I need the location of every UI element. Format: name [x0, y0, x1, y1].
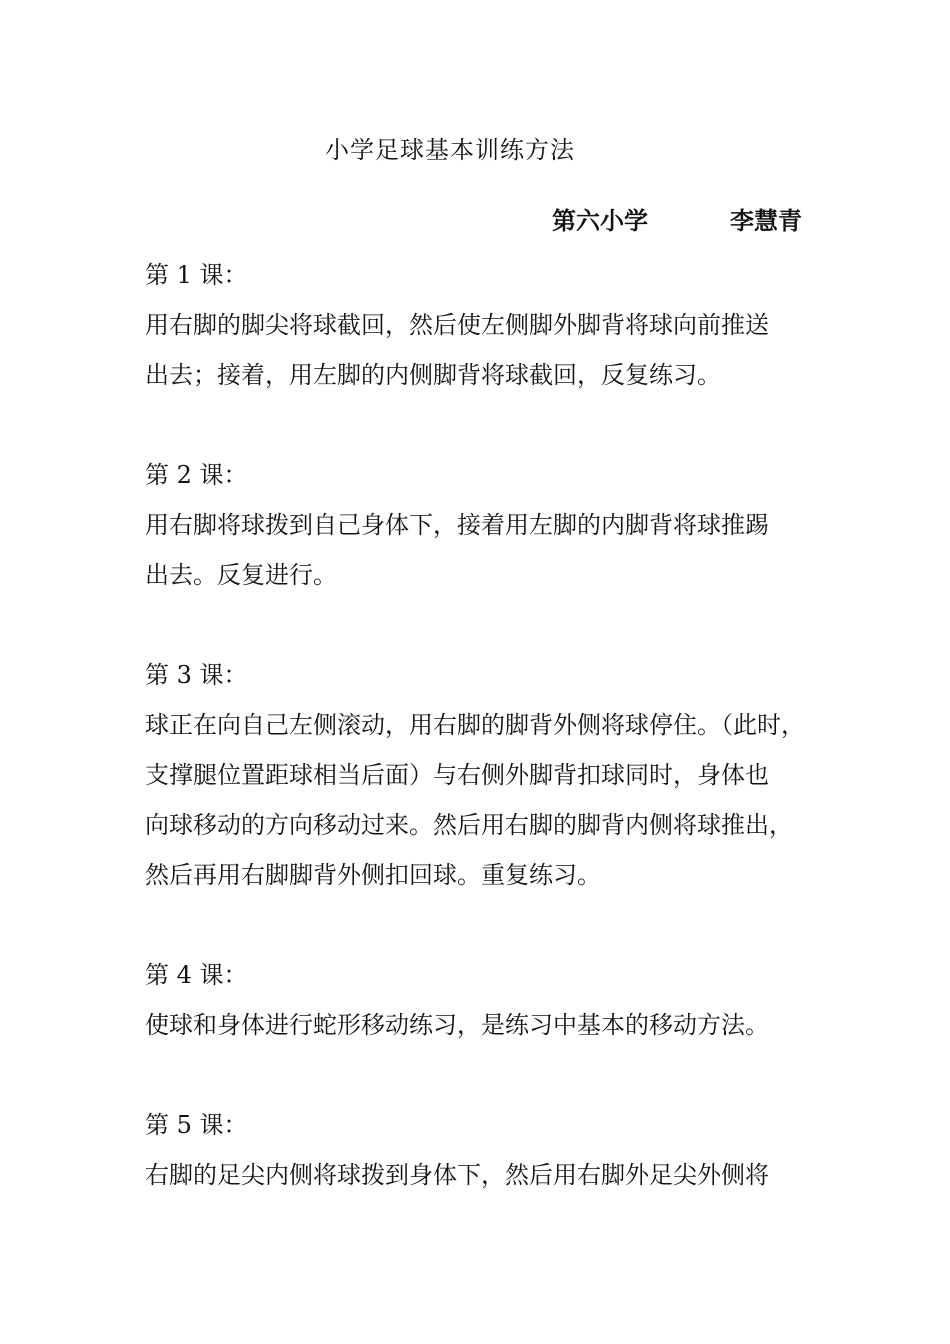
- lesson-text-1: [145, 300, 835, 400]
- document-title: 小学足球基本训练方法: [325, 136, 575, 164]
- lesson-line: 出去。反复进行。: [145, 561, 337, 589]
- lesson-heading-4: 第 4 课：: [145, 961, 248, 989]
- author-line: [552, 203, 802, 239]
- lesson-text-4: [145, 1000, 835, 1050]
- lesson-heading-1: 第 1 课：: [145, 261, 248, 289]
- lesson-text-2: [145, 500, 835, 600]
- lesson-line: 使球和身体进行蛇形移动练习，是练习中基本的移动方法。: [145, 1011, 769, 1039]
- lesson-line: 然后再用右脚脚背外侧扣回球。重复练习。: [145, 861, 601, 889]
- lesson-line: 支撑腿位置距球相当后面）与右侧外脚背扣球同时，身体也: [145, 761, 769, 789]
- lesson-line: 用右脚将球拨到自己身体下，接着用左脚的内脚背将球推踢: [145, 511, 769, 539]
- lesson-line: 出去；接着，用左脚的内侧脚背将球截回，反复练习。: [145, 361, 721, 389]
- author-name: 李慧青: [730, 206, 802, 235]
- lesson-text-5: [145, 1150, 835, 1200]
- lesson-line: 用右脚的脚尖将球截回，然后使左侧脚外脚背将球向前推送: [145, 311, 769, 339]
- lesson-heading-5: 第 5 课：: [145, 1111, 248, 1139]
- school-name: 第六小学: [552, 206, 648, 235]
- lesson-text-3: [145, 700, 835, 900]
- lesson-heading-2: 第 2 课：: [145, 461, 248, 489]
- lesson-line: 球正在向自己左侧滚动，用右脚的脚背外侧将球停住。（此时，: [145, 711, 805, 739]
- lesson-line: 向球移动的方向移动过来。然后用右脚的脚背内侧将球推出，: [145, 811, 793, 839]
- document-body: [145, 250, 835, 1200]
- lesson-line: 右脚的足尖内侧将球拨到身体下，然后用右脚外足尖外侧将: [145, 1161, 769, 1189]
- lesson-heading-3: 第 3 课：: [145, 661, 248, 689]
